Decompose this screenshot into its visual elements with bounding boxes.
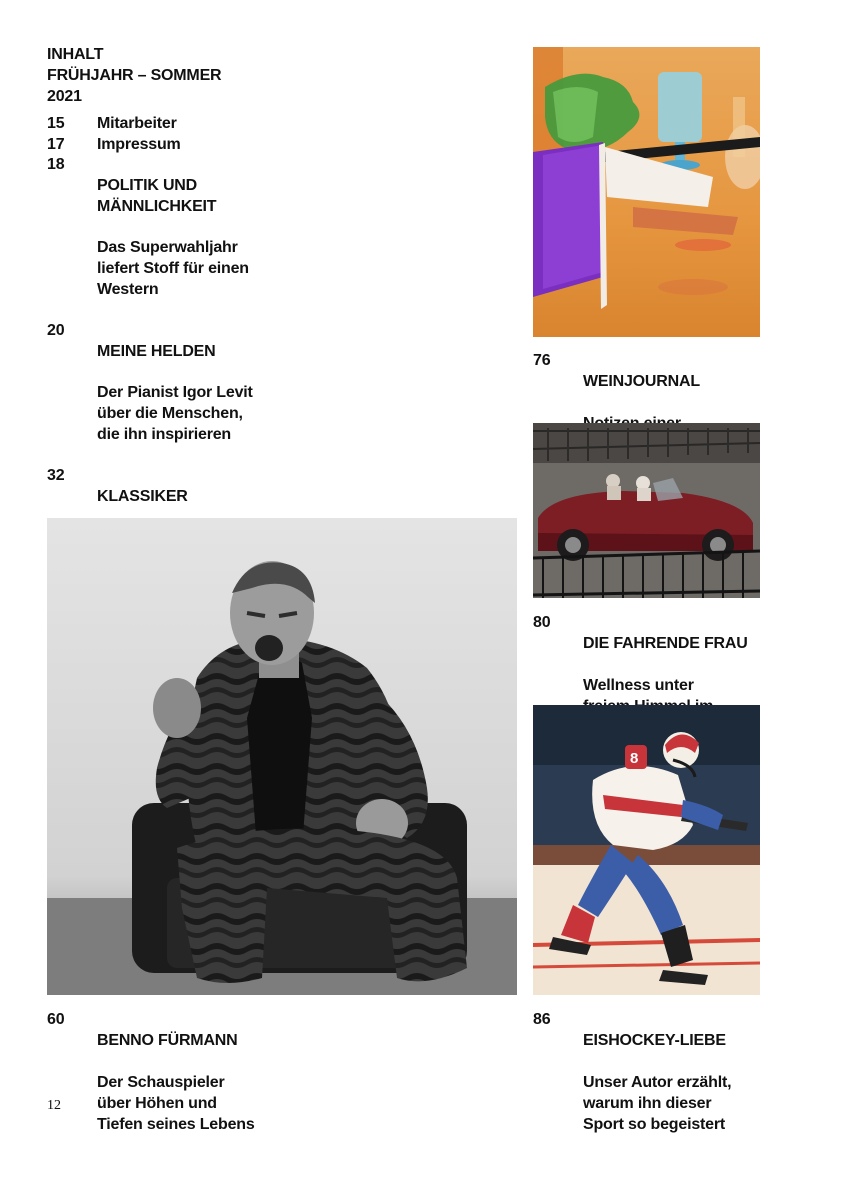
header-title: INHALT (47, 46, 104, 63)
cabrio-photo[interactable] (533, 423, 760, 598)
toc-title: MEINE HELDEN (97, 342, 216, 360)
toc-description: Der Pianist Igor Levit über die Menschen, die ihn inspirieren (97, 384, 253, 443)
toc-page-number: 32 (47, 466, 65, 484)
header-season: FRÜHJAHR – SOMMER (47, 67, 222, 84)
feature-title: DIE FAHRENDE FRAU (583, 635, 748, 652)
hockey-illustration[interactable] (533, 705, 760, 995)
feature-page-number: 86 (533, 1011, 551, 1028)
toc-page-number: 18 (47, 156, 65, 174)
feature-title: WEINJOURNAL (583, 373, 700, 390)
page-number: 12 (47, 1098, 61, 1113)
toc-entry[interactable] (47, 114, 347, 135)
issue-header (47, 44, 221, 107)
glassware-photo[interactable] (533, 47, 760, 337)
feature-benno[interactable] (47, 1009, 255, 1156)
feature-description: Wellness unter (583, 677, 694, 694)
toc-page-number: 17 (47, 135, 65, 153)
feature-description: Unser Autor erzählt, warum ihn dieser Sport so begeistert (583, 1074, 732, 1133)
svg-text:8: 8 (630, 750, 639, 767)
feature-title: EISHOCKEY-LIEBE (583, 1032, 726, 1049)
toc-title: Impressum (97, 135, 181, 153)
toc-description: Das Superwahljahr liefert Stoff für einen Western (97, 239, 249, 298)
toc-entry[interactable] (47, 321, 347, 466)
feature-page-number: 76 (533, 352, 551, 369)
feature-description: Der Schauspieler über Höhen und Tiefen seines Lebens (97, 1074, 255, 1133)
toc-title: POLITIK UND MÄNNLICHKEIT (97, 177, 217, 215)
toc-title: Mitarbeiter (97, 115, 177, 132)
toc-entry[interactable] (47, 135, 347, 156)
feature-eishockey[interactable] (533, 1009, 731, 1156)
feature-page-number: 80 (533, 614, 551, 631)
toc-page-number: 20 (47, 322, 65, 340)
header-year: 2021 (47, 88, 82, 105)
toc-page-number: 15 (47, 115, 65, 132)
toc-title: KLASSIKER (97, 487, 188, 505)
feature-page-number: 60 (47, 1011, 65, 1028)
feature-title: BENNO FÜRMANN (97, 1032, 238, 1049)
portrait-photo[interactable] (47, 518, 517, 995)
toc-entry[interactable] (47, 155, 347, 321)
